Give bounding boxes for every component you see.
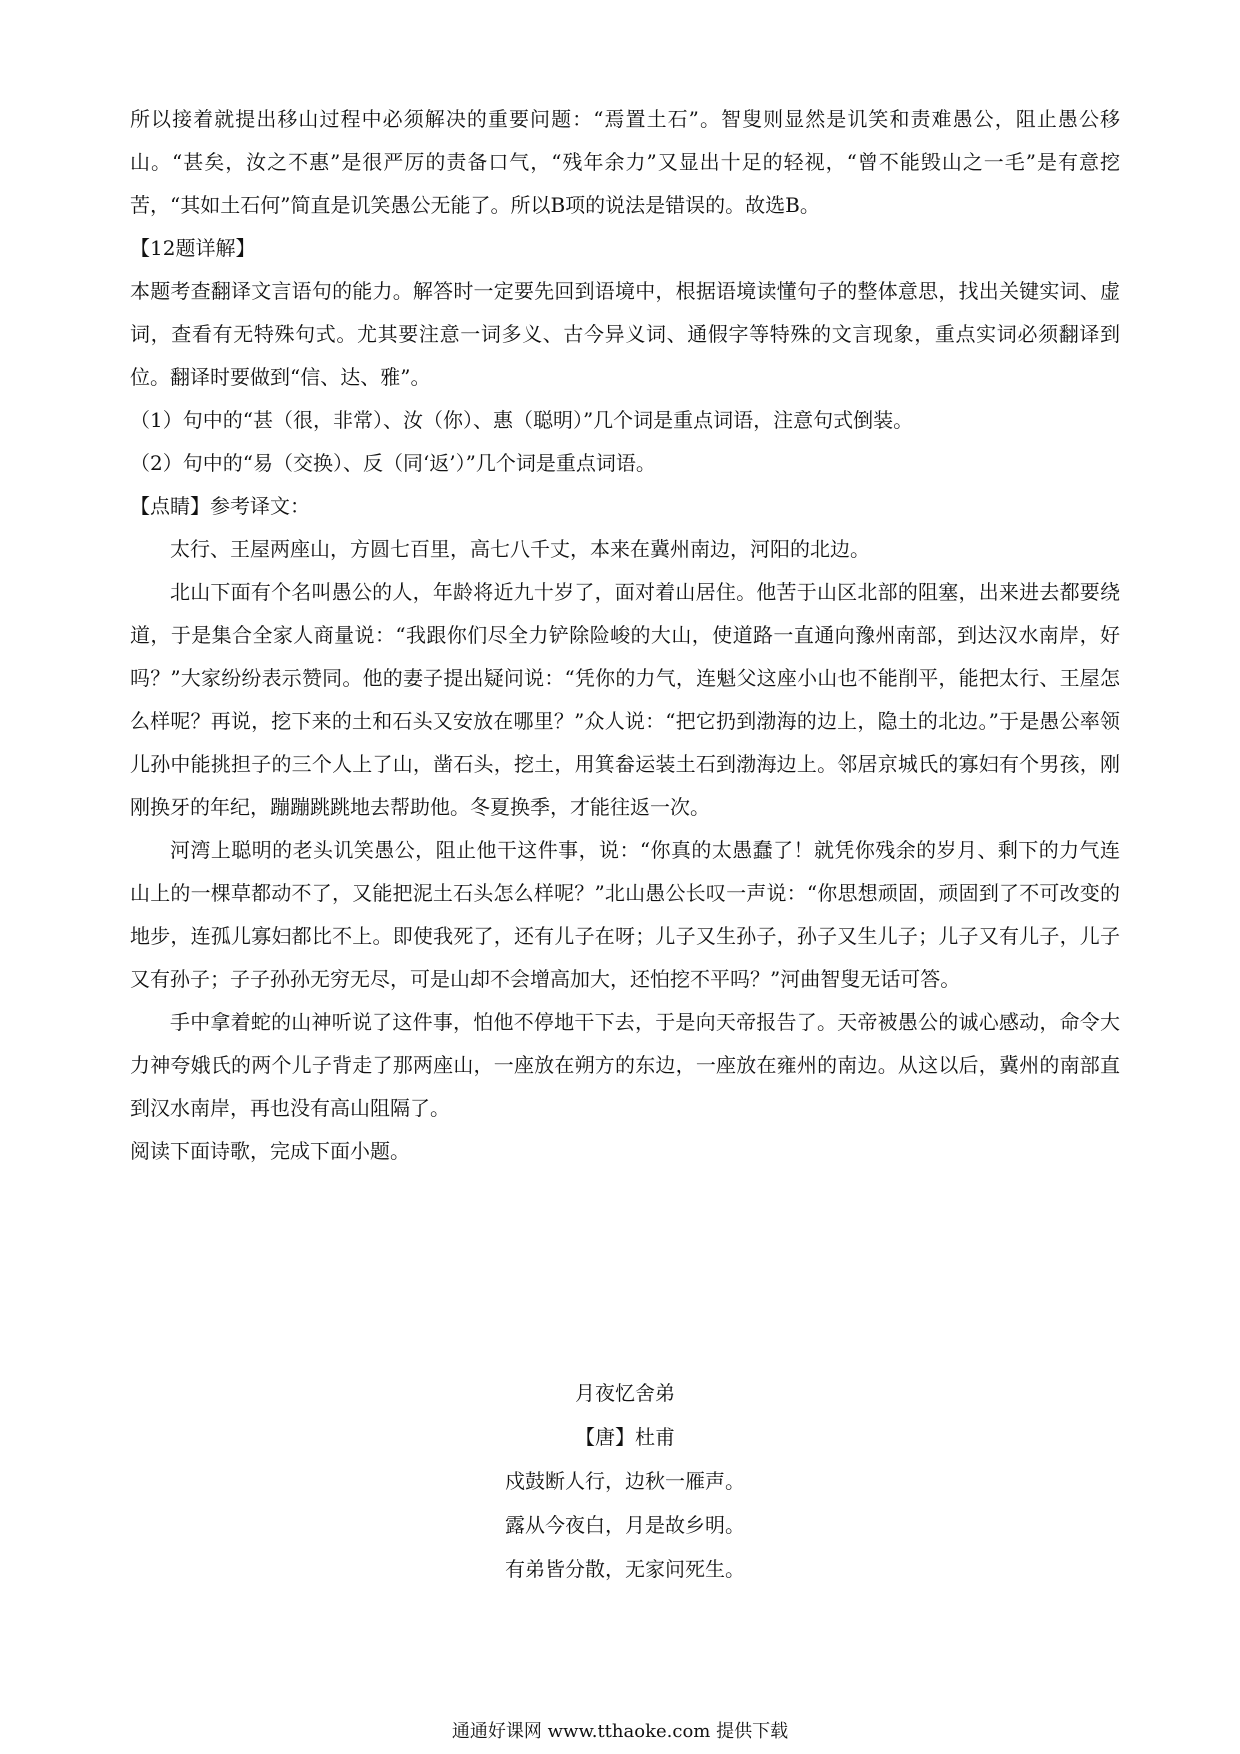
poem-title: 月夜忆舍弟 <box>575 1381 675 1405</box>
paragraph-q12-item-2: （2）句中的“易（交换）、反（同‘返’）”几个词是重点词语。 <box>130 451 656 475</box>
poem-block <box>130 1371 1120 1591</box>
poem-author: 【唐】杜甫 <box>575 1425 675 1449</box>
translation-paragraph-4: 手中拿着蛇的山神听说了这件事，怕他不停地干下去，于是向天帝报告了。天帝被愚公的诚心感动，命令大力神夸娥氏的两个儿子背走了那两座山，一座放在朔方的东边，一座放在雍州的南边。从这以后，冀州的南部直到汉水南岸，再也没有高山阻隔了。 <box>130 1010 1120 1120</box>
translation-paragraph-1: 太行、王屋两座山，方圆七百里，高七八千丈，本来在冀州南边，河阳的北边。 <box>170 537 870 561</box>
paragraph-q12-explanation: 本题考查翻译文言语句的能力。解答时一定要先回到语境中，根据语境读懂句子的整体意思，找出关键实词、虚词，查看有无特殊句式。尤其要注意一词多义、古今异义词、通假字等特殊的文言现象，重点实词必须翻译到位。翻译时要做到“信、达、雅”。 <box>130 279 1120 389</box>
document-body <box>130 98 1120 1173</box>
translation-paragraph-3: 河湾上聪明的老头讥笑愚公，阻止他干这件事，说：“你真的太愚蠢了！就凭你残余的岁月、剩下的力气连山上的一棵草都动不了，又能把泥土石头怎么样呢？”北山愚公长叹一声说：“你思想顽固，顽固到了不可改变的地步，连孤儿寡妇都比不上。即使我死了，还有儿子在呀；儿子又生孙子，孙子又生儿子；儿子又有儿子，儿子又有孙子；子子孙孙无穷无尽，可是山却不会增高加大，还怕挖不平吗？”河曲智叟无话可答。 <box>130 838 1120 991</box>
page-footer: 通通好课网 www.tthaoke.com 提供下载 <box>451 1721 789 1742</box>
poem-line: 露从今夜白，月是故乡明。 <box>505 1513 745 1537</box>
poem-line: 戍鼓断人行，边秋一雁声。 <box>505 1469 745 1493</box>
reading-instruction: 阅读下面诗歌，完成下面小题。 <box>130 1139 410 1163</box>
section-heading-q12: 【12题详解】 <box>130 236 256 260</box>
translation-paragraph-2: 北山下面有个名叫愚公的人，年龄将近九十岁了，面对着山居住。他苦于山区北部的阻塞，出来进去都要绕道，于是集合全家人商量说：“我跟你们尽全力铲除险峻的大山，使道路一直通向豫州南部，到达汉水南岸，好吗？”大家纷纷表示赞同。他的妻子提出疑问说：“凭你的力气，连魁父这座小山也不能削平，能把太行、王屋怎么样呢？再说，挖下来的土和石头又安放在哪里？”众人说：“把它扔到渤海的边上，隐土的北边。”于是愚公率领儿孙中能挑担子的三个人上了山，凿石头，挖土，用箕畚运装土石到渤海边上。邻居京城氏的寡妇有个男孩，刚刚换牙的年纪，蹦蹦跳跳地去帮助他。冬夏换季，才能往返一次。 <box>130 580 1120 819</box>
section-heading-translation: 【点睛】参考译文： <box>130 494 310 518</box>
paragraph-q12-item-1: （1）句中的“甚（很，非常）、汝（你）、惠（聪明）”几个词是重点词语，注意句式倒装。 <box>130 408 914 432</box>
paragraph-analysis-continued: 所以接着就提出移山过程中必须解决的重要问题：“焉置土石”。智叟则显然是讥笑和责难愚公，阻止愚公移山。“甚矣，汝之不惠”是很严厉的责备口气，“残年余力”又显出十足的轻视，“曾不能毁山之一毛”是有意挖苦，“其如土石何”简直是讥笑愚公无能了。所以B项的说法是错误的。故选B。 <box>130 107 1120 217</box>
poem-line: 有弟皆分散，无家问死生。 <box>505 1557 745 1581</box>
